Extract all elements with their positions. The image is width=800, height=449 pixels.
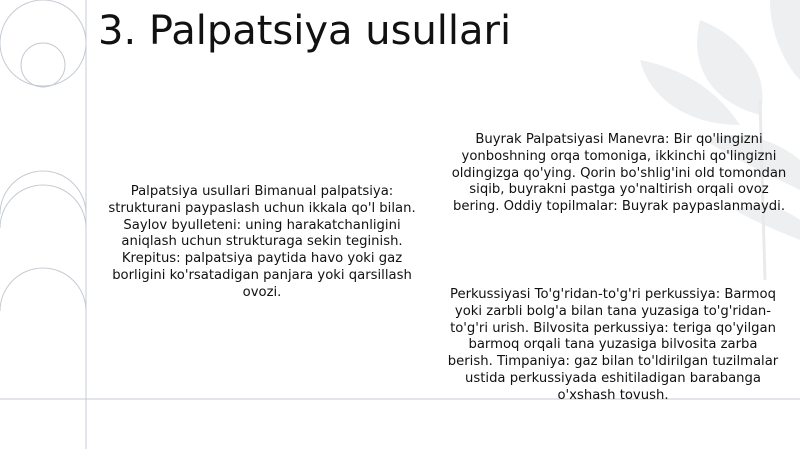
palpation-methods-text: Palpatsiya usullari Bimanual palpatsiya: strukturani paypaslash uchun ikkala qo'l bilan. Saylov byulleteni: uning harakatchanligini aniqlash uchun strukturaga sekin teginish. Krepitus: palpatsiya paytida havo yoki gaz borligini ko'rsatadigan panjara yoki qarsillash ovozi. <box>108 184 416 300</box>
percussion-text: Perkussiyasi To'g'ridan-to'g'ri perkussiya: Barmoq yoki zarbli bolg'a bilan tana yuzasiga to'g'ridan-to'g'ri urish. Bilvosita perkussiya: teriga qo'yilgan barmoq orqali tana yuzasiga bilvosita zarba berish. Timpaniya: gaz bilan to'ldirilgan tuzilmalar ustida perkussiyada eshitiladigan barabanga o'xshash tovush. <box>447 287 779 403</box>
kidney-palpation-text: Buyrak Palpatsiyasi Manevra: Bir qo'lingizni yonboshning orqa tomoniga, ikkinchi qo'lingizni oldingizga qo'ying. Qorin bo'shlig'ini old tomondan siqib, buyrakni pastga yo'naltirish orqali ovoz bering. Oddiy topilmalar: Buyrak paypaslanmaydi. <box>451 132 787 215</box>
slide-title: 3. Palpatsiya usullari <box>98 8 512 54</box>
